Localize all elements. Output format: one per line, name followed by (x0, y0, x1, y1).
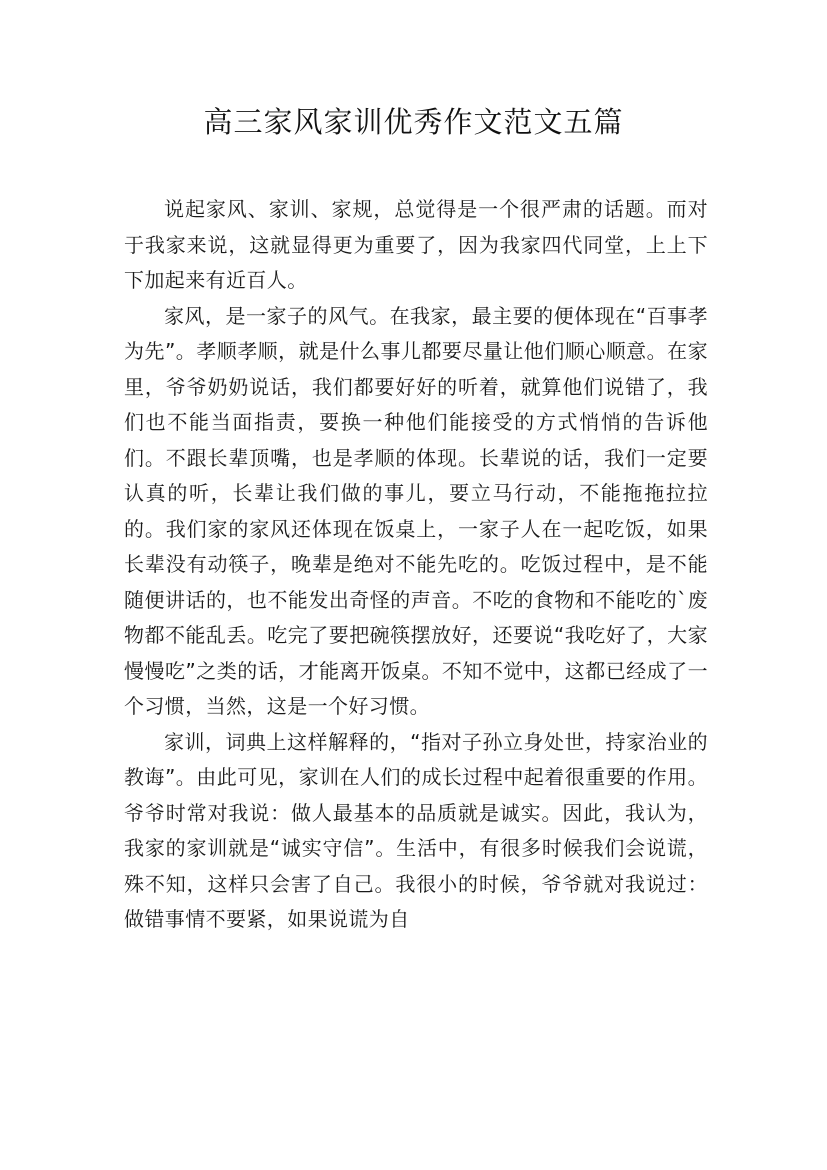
paragraph-3: 家训，词典上这样解释的，“指对子孙立身处世，持家治业的教诲”。由此可见，家训在人们的成长过程中起着很重要的作用。爷爷时常对我说：做人最基本的品质就是诚实。因此，我认为，我家的家训就是“诚实守信”。生活中，有很多时候我们会说谎，殊不知，这样只会害了自己。我很小的时候，爷爷就对我说过：做错事情不要紧，如果说谎为自 (124, 729, 708, 931)
document-body (124, 192, 708, 938)
paragraph-1: 说起家风、家训、家规，总觉得是一个很严肃的话题。而对于我家来说，这就显得更为重要了，因为我家四代同堂，上上下下加起来有近百人。 (124, 197, 708, 292)
document-title: 高三家风家训优秀作文范文五篇 (203, 105, 624, 139)
paragraph-2: 家风，是一家子的风气。在我家，最主要的便体现在“百事孝为先”。孝顺孝顺，就是什么事儿都要尽量让他们顺心顺意。在家里，爷爷奶奶说话，我们都要好好的听着，就算他们说错了，我们也不能当面指责，要换一种他们能接受的方式悄悄的告诉他们。不跟长辈顶嘴，也是孝顺的体现。长辈说的话，我们一定要认真的听，长辈让我们做的事儿，要立马行动，不能拖拖拉拉的。我们家的家风还体现在饭桌上，一家子人在一起吃饭，如果长辈没有动筷子，晚辈是绝对不能先吃的。吃饭过程中，是不能随便讲话的，也不能发出奇怪的声音。不吃的食物和不能吃的`废物都不能乱丢。吃完了要把碗筷摆放好，还要说“我吃好了，大家慢慢吃”之类的话，才能离开饭桌。不知不觉中，这都已经成了一个习惯，当然，这是一个好习惯。 (124, 303, 708, 718)
